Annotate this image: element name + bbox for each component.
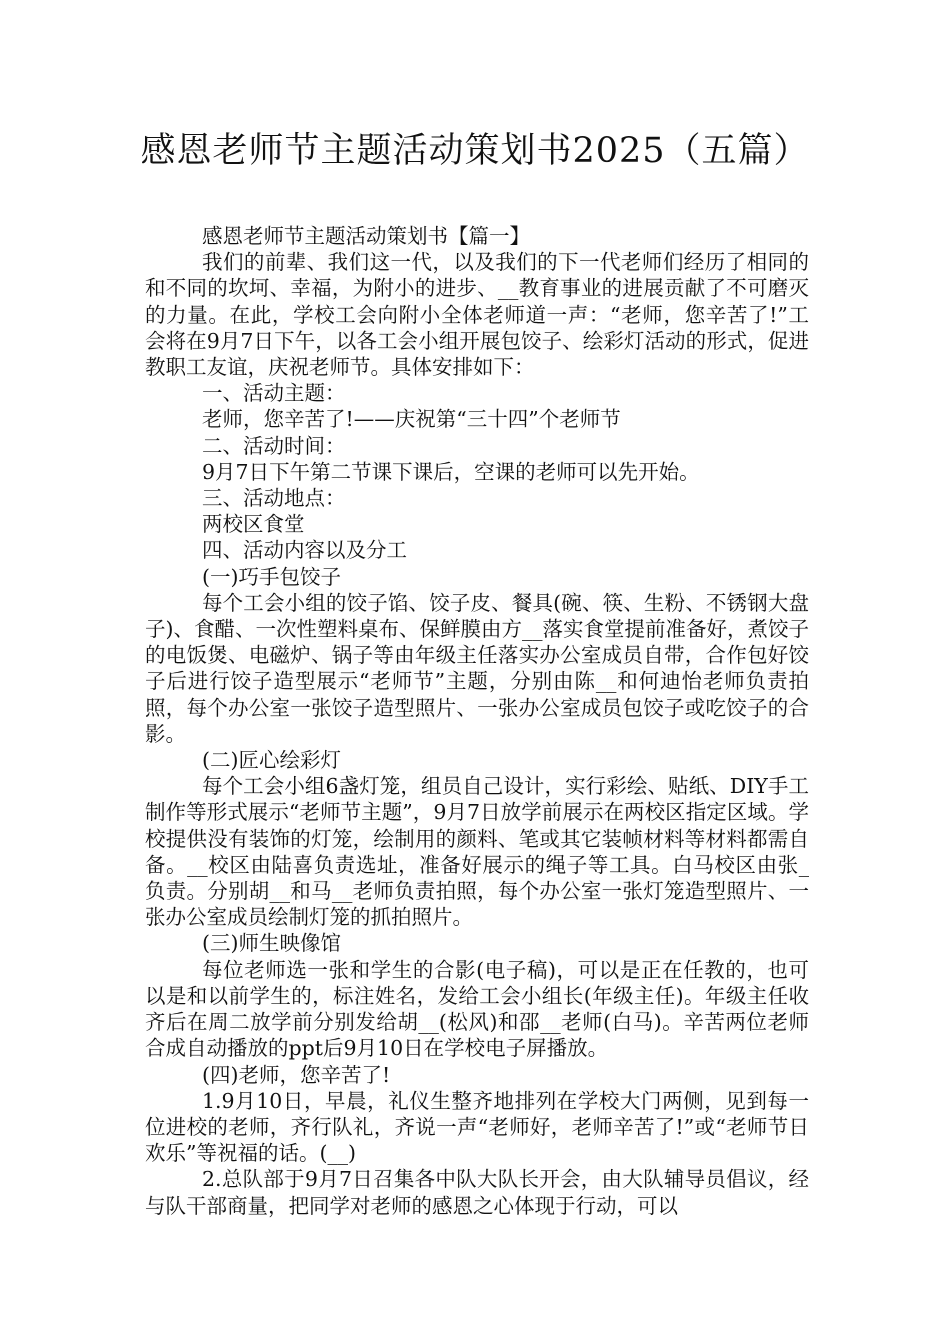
thanks-item-2: 2.总队部于9月7日召集各中队大队长开会，由大队辅导员倡议，经与队干部商量，把同学对老师的感恩之心体现于行动，可以 xyxy=(145,1167,809,1218)
theme-text: 老师，您辛苦了!——庆祝第“三十四”个老师节 xyxy=(202,407,621,432)
document-body xyxy=(145,223,809,1219)
location-text: 两校区食堂 xyxy=(202,512,305,537)
subheading-dumplings: (一)巧手包饺子 xyxy=(202,564,341,589)
subheading-photos: (三)师生映像馆 xyxy=(202,931,341,956)
heading-content: 四、活动内容以及分工 xyxy=(202,538,407,563)
lanterns-text: 每个工会小组6盏灯笼，组员自己设计，实行彩绘、贴纸、DIY手工制作等形式展示“老师节主题”，9月7日放学前展示在两校区指定区域。学校提供没有装饰的灯笼，绘制用的颜料、笔或其它装帧材料等材料都需自备。__校区由陆喜负责选址，准备好展示的绳子等工具。白马校区由张_负责。分别胡__和马__老师负责拍照，每个办公室一张灯笼造型照片、一张办公室成员绘制灯笼的抓拍照片。 xyxy=(145,774,809,930)
thanks-item-1: 1.9月10日，早晨，礼仪生整齐地排列在学校大门两侧，见到每一位进校的老师，齐行队礼，齐说一声“老师好，老师辛苦了!”或“老师节日欢乐”等祝福的话。(__) xyxy=(145,1088,809,1166)
heading-theme: 一、活动主题： xyxy=(202,381,346,406)
heading-time: 二、活动时间： xyxy=(202,433,346,458)
section-heading: 感恩老师节主题活动策划书【篇一】 xyxy=(202,224,530,248)
time-text: 9月7日下午第二节课下课后，空课的老师可以先开始。 xyxy=(202,459,700,484)
photos-text: 每位老师选一张和学生的合影(电子稿)，可以是正在任教的，也可以是和以前学生的，标注姓名，发给工会小组长(年级主任)。年级主任收齐后在周二放学前分别发给胡__(松风)和邵__老师(白马)。辛苦两位老师合成自动播放的ppt后9月10日在学校电子屏播放。 xyxy=(145,957,809,1061)
subheading-thanks: (四)老师，您辛苦了! xyxy=(202,1062,391,1087)
subheading-lanterns: (二)匠心绘彩灯 xyxy=(202,748,341,773)
intro-paragraph: 我们的前辈、我们这一代，以及我们的下一代老师们经历了相同的和不同的坎坷、幸福，为附小的进步、__教育事业的进展贡献了不可磨灭的力量。在此，学校工会向附小全体老师道一声：“老师，您辛苦了!”工会将在9月7日下午，以各工会小组开展包饺子、绘彩灯活动的形式，促进教职工友谊，庆祝老师节。具体安排如下： xyxy=(145,250,809,380)
heading-location: 三、活动地点： xyxy=(202,486,346,511)
document-title: 感恩老师节主题活动策划书2025（五篇） xyxy=(140,131,810,171)
dumplings-text: 每个工会小组的饺子馅、饺子皮、餐具(碗、筷、生粉、不锈钢大盘子)、食醋、一次性塑料桌布、保鲜膜由方__落实食堂提前准备好，煮饺子的电饭煲、电磁炉、锅子等由年级主任落实办公室成员自带，合作包好饺子后进行饺子造型展示“老师节”主题，分别由陈__和何迪怡老师负责拍照，每个办公室一张饺子造型照片、一张办公室成员包饺子或吃饺子的合影。 xyxy=(145,590,809,746)
